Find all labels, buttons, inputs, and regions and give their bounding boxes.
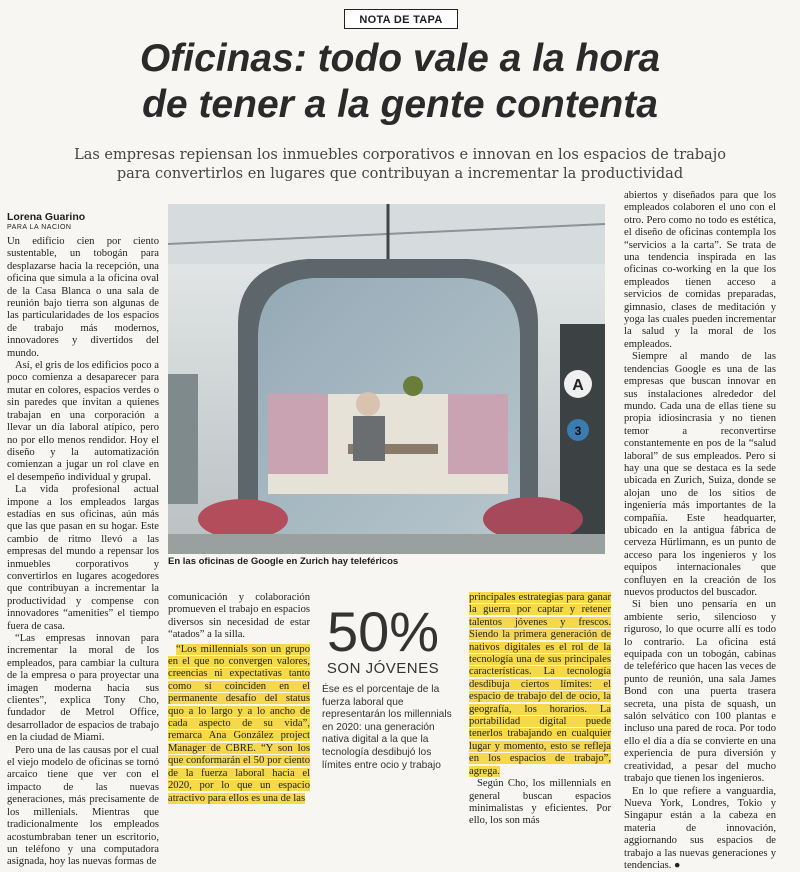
author-name: Lorena Guarino xyxy=(7,211,85,223)
paragraph: comunicación y colaboración promueven el trabajo en espacios diversos sin necesidad de estar “atados” a la silla. xyxy=(168,592,310,642)
paragraph: “Las empresas innovan para incrementar la moral de los empleados, para cambiar la cultura de la empresa o para proyectar una imagen moderna hacia sus clientes”, explica Tony Cho, fundador de Metrol Office, desarrollador de espacios de trabajo en la ciudad de Miami. xyxy=(7,633,159,745)
paragraph: La vida profesional actual impone a los empleados largas estadías en sus oficinas, aún más que las que pasan en su hogar. Este cambio de ritmo llevó a las empresas del mundo a repensar los inmuebles corporativos y convertirlos en lugares acogedores que contribuyan a incrementar la productividad y compense con innovadores “amenities” el tiempo fuera de casa. xyxy=(7,484,159,633)
curtain-left xyxy=(268,394,328,474)
paragraph: Si bien uno pensaría en un ambiente serio, silencioso y riguroso, lo que ocurre allí es todo lo contrario. La oficina está equipada con un tobogán, cabinas de teleférico que hacen las veces de punto de reunión, una sala James Bond con una puerta trasera secreta, una pista de squash, un salón selvático con 100 plantas e incluso una pared de roca. Por todo ello el día a día se convierte en una experiencia de pura diversión y creatividad, a pesar del mucho trabajo que tienen los ingenieros. xyxy=(624,599,776,785)
paragraph: Siempre al mando de las tendencias Google es una de las empresas que buscan innovar en sus instalaciones alrededor del mundo. Cada una de ellas tiene su propia idiosincrasia y no tienen temor a reconvertirse constantemente en pos de la “salud laboral” de sus empleados. Pero si hay una que se destaca es la sede ubicada en Zurich, Suiza, donde se alojan uno de los sitios de ingeniería más importantes de la compañía. Este headquarter, ubicado en la antigua fábrica de cerveza Hürlimann, es un punto de acceso para los ingenieros y los equipos internacionales que confluyen en la creación de los nuevos productos del buscador. xyxy=(624,351,776,599)
headline xyxy=(40,36,760,128)
gondola-office-illustration xyxy=(168,204,605,554)
stat-value: 50% xyxy=(323,602,443,662)
article-column-1 xyxy=(7,236,159,766)
sign-number: 3 xyxy=(575,424,582,438)
paragraph: Según Cho, los millennials en general buscan espacios minimalistas y eficientes. Por ello, los son más xyxy=(469,778,611,828)
plant xyxy=(403,376,423,396)
article-column-2 xyxy=(168,592,310,766)
subheadline: Las empresas repiensan los inmuebles corporativos e innovan en los espacios de trabajo para convertirlos en lugares que contribuyan a incrementar la productividad xyxy=(70,146,730,184)
headline-line-1: Oficinas: todo vale a la hora xyxy=(40,36,760,82)
article-photo xyxy=(168,204,605,554)
headline-line-2: de tener a la gente contenta xyxy=(40,82,760,128)
flowers-left xyxy=(198,499,288,539)
section-tag: NOTA DE TAPA xyxy=(344,9,458,29)
person-head xyxy=(356,392,380,416)
highlighted-paragraph xyxy=(469,592,611,778)
paragraph: Un edificio cien por ciento sustentable, un tobogán para desplazarse hacia la recepción, una oficina que simula a la oficina oval de la Casa Blanca o una sala de reunión bajo tierra son algunas de las particularidades de los espacios de trabajo más modernos, innovadores y divertidos del mundo. xyxy=(7,236,159,360)
stat-label: SON JÓVENES xyxy=(323,660,443,677)
highlighted-quote: principales estrategias para ganar la guerra por captar y retener talentos jóvenes y frescos. Siendo la primera generación de nativos digitales es el rol de la tecnología una de sus principales características. La tecnología desdibuja ciertos límites: el espacio de trabajo del de ocio, la geografía, los horarios. La portabilidad digital puede tenerlos trabajando en cualquier lugar y momento, esto se refleja en los espacios de trabajo”, agrega. xyxy=(469,592,611,777)
paragraph: abiertos y diseñados para que los empleados colaboren el uno con el otro. Pero como no todo es estética, el diseño de oficinas contempla los “servicios a la carta”. Se trata de una tendencia inspirada en las oficinas co-working en la que los empleados tienen acceso a servicios de comidas preparadas, gimnasio, clases de meditación y yoga las cuales pueden incrementar la salud y la moral de los empleados. xyxy=(624,190,776,351)
highlighted-quote: “Los millennials son un grupo en el que no convergen valores, creencias ni expectativas tanto como sí coinciden en el permanente desafío del status quo a lo largo y a lo ancho de cada aspecto de su vida”, remarca Ana González project Manager de CBRE. “Y son los que conformarán el 50 por ciento de la fuerza laboral hacia el 2020, por lo que un espacio atractivo para ellos es una de las xyxy=(168,644,310,804)
photo-caption: En las oficinas de Google en Zurich hay teleféricos xyxy=(168,556,605,567)
article-column-4 xyxy=(469,592,611,766)
author-outlet: PARA LA NACION xyxy=(7,224,71,231)
sign-letter: A xyxy=(572,377,584,394)
person-body xyxy=(353,416,385,461)
article-column-5 xyxy=(624,190,776,766)
paragraph: Pero una de las causas por el cual el viejo modelo de oficinas se tornó arcaico tiene que ver con el impacto de las nuevas generaciones, más precisamente de los millenials. Mientras que tradicionalmente los empleados acostumbraban tener un escritorio, un teléfono y una computadora asignada, hoy las nuevas formas de xyxy=(7,745,159,869)
highlighted-paragraph xyxy=(168,644,310,805)
paragraph: Así, el gris de los edificios poco a poco comienza a desaparecer para mutar en colores, espacios verdes o sin paredes que invitan a quienes trabajan en una corporación a llevar un día laboral atípico, pero no por ello menos rendidor. Hoy el diseño y la automatización comienzan a jugar un rol clave en el desempeño individual y grupal. xyxy=(7,360,159,484)
paragraph: En lo que refiere a vanguardia, Nueva York, Londres, Tokio y Singapur están a la cabeza en materia de innovación, aggiornando sus espacios de trabajo a las nuevas generaciones y tendencias. ● xyxy=(624,786,776,872)
curtain-right xyxy=(448,394,508,474)
stat-description: Ése es el porcentaje de la fuerza laboral que representarán los millennials en 2020: una generación nativa digital a la que la tecnología desdibujó los límites entre ocio y trabajo xyxy=(322,684,454,772)
